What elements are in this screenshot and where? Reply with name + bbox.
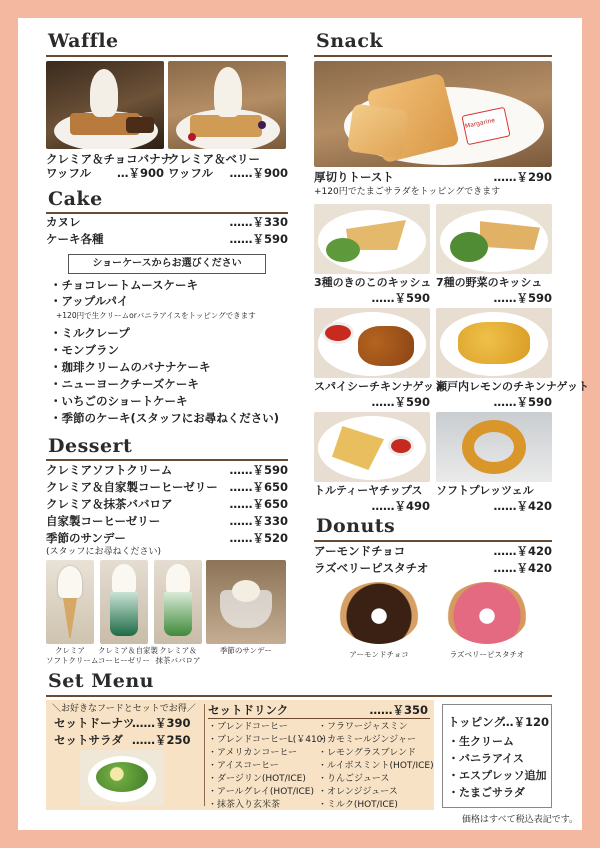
donut-item-1-price: ……￥420 <box>493 544 552 558</box>
donuts-heading: Donuts <box>316 515 396 537</box>
apple-pie-note: +120円で生クリームorバニラアイスをトッピングできます <box>56 311 256 320</box>
toast-name: 厚切りトースト <box>314 170 394 184</box>
dessert-item-1-name: クレミアソフトクリーム <box>46 463 173 477</box>
matcha-bavarois-photo <box>154 560 202 644</box>
topping-price: …￥120 <box>502 715 550 729</box>
waffle-item-2-name-2: ワッフル <box>168 166 213 180</box>
cake-list-4: ・モンブラン <box>50 343 119 357</box>
topping-title: トッピング <box>448 715 505 729</box>
snack-item-3-name: スパイシーチキンナゲット <box>314 380 446 393</box>
tortilla-chips-photo <box>314 412 430 482</box>
cake-list-5: ・珈琲クリームのバナナケーキ <box>50 360 211 374</box>
set-salad-price: ……￥250 <box>132 733 191 747</box>
raspberry-pistachio-donut-photo <box>442 580 532 648</box>
donuts-rule <box>314 540 552 542</box>
waffle-choco-banana-photo <box>46 61 164 149</box>
snack-item-2-price: ……￥590 <box>493 291 552 305</box>
cake-list-1: ・チョコレートムースケーキ <box>50 278 199 292</box>
dessert-item-2-price: ……￥650 <box>229 480 288 494</box>
caption-soft-1: クレミア <box>55 646 85 655</box>
snack-item-4-price: ……￥590 <box>493 395 552 409</box>
soft-cream-photo <box>46 560 94 644</box>
dessert-item-5-price: ……￥520 <box>229 531 288 545</box>
seasonal-sundae-photo <box>206 560 286 644</box>
cake-item-assorted-name: ケーキ各種 <box>46 232 104 246</box>
cake-list-8: ・季節のケーキ(スタッフにお尋ねください) <box>50 411 280 425</box>
drink-right-3: ・レモングラスブレンド <box>318 748 416 758</box>
cake-item-canele-name: カヌレ <box>46 215 81 229</box>
donut-item-2-name: ラズベリーピスタチオ <box>314 561 429 575</box>
snack-item-1-price: ……￥590 <box>371 291 430 305</box>
dessert-item-3-name: クレミア＆抹茶ババロア <box>46 497 173 511</box>
cake-list-6: ・ニューヨークチーズケーキ <box>50 377 199 391</box>
snack-item-6-price: ……￥420 <box>493 499 552 513</box>
snack-item-1-name: 3種のきのこのキッシュ <box>314 276 432 289</box>
drink-left-6: ・アールグレイ(HOT/ICE) <box>208 787 314 797</box>
waffle-berry-photo <box>168 61 286 149</box>
waffle-item-2-name: クレミア＆ベリー <box>168 152 260 166</box>
set-intro: ＼お好きなフードとセットでお得／ <box>52 704 196 714</box>
tax-note: 価格はすべて税込表記です。 <box>461 815 578 825</box>
drink-rule <box>208 718 430 719</box>
caption-sundae: 季節のサンデー <box>219 646 273 655</box>
snack-item-4-name: 瀬戸内レモンのチキンナゲット <box>436 380 590 393</box>
cake-item-assorted-price: ……￥590 <box>229 232 288 246</box>
coffee-jelly-photo <box>100 560 148 644</box>
margarine-label: Margarine <box>464 116 496 131</box>
toast-photo <box>314 61 552 167</box>
drink-right-5: ・りんごジュース <box>318 774 390 784</box>
donut-item-1-name: アーモンドチョコ <box>314 544 406 558</box>
cake-heading: Cake <box>48 188 103 210</box>
snack-heading: Snack <box>316 30 384 52</box>
waffle-rule <box>46 55 288 57</box>
drink-left-7: ・抹茶入り玄米茶 <box>208 800 281 810</box>
vegetable-quiche-photo <box>436 204 552 274</box>
snack-rule <box>314 55 552 57</box>
drink-right-1: ・フラワージャスミン <box>318 722 408 732</box>
donut-item-2-price: ……￥420 <box>493 561 552 575</box>
cake-rule <box>46 212 288 214</box>
menu-sheet <box>18 18 590 830</box>
drink-title: セットドリンク <box>208 703 289 717</box>
donut-caption-2: ラズベリーピスタチオ <box>449 650 525 659</box>
waffle-item-1-name-2: ワッフル <box>46 166 91 180</box>
spicy-nugget-photo <box>314 308 430 378</box>
donut-caption-1: アーモンドチョコ <box>349 650 409 659</box>
snack-item-6-name: ソフトプレッツェル <box>436 484 534 497</box>
waffle-heading: Waffle <box>48 30 119 52</box>
topping-1: ・生クリーム <box>448 735 514 748</box>
cake-item-canele-price: ……￥330 <box>229 215 288 229</box>
waffle-item-1-name: クレミア＆チョコバナナ <box>46 152 173 166</box>
topping-2: ・バニラアイス <box>448 752 524 765</box>
cake-list-2: ・アップルパイ <box>50 294 129 308</box>
dessert-rule <box>46 459 288 461</box>
mushroom-quiche-photo <box>314 204 430 274</box>
set-salad-name: セットサラダ <box>54 733 123 747</box>
dessert-item-5-name: 季節のサンデー <box>46 531 126 545</box>
toast-note: +120円でたまごサラダをトッピングできます <box>314 187 501 197</box>
setmenu-rule <box>46 695 552 697</box>
drink-left-5: ・ダージリン(HOT/ICE) <box>208 774 306 784</box>
cake-list-7: ・いちごのショートケーキ <box>50 394 188 408</box>
drink-right-7: ・ミルク(HOT/ICE) <box>318 800 398 810</box>
drink-right-2: ・カモミールジンジャー <box>318 735 416 745</box>
topping-4: ・たまごサラダ <box>448 786 525 799</box>
caption-jelly-1: クレミア＆自家製 <box>98 646 158 655</box>
drink-right-4: ・ルイボスミント(HOT/ICE) <box>318 761 434 771</box>
waffle-item-2-price: ……￥900 <box>229 166 288 180</box>
dessert-item-3-price: ……￥650 <box>229 497 288 511</box>
caption-soft-2: ソフトクリーム <box>46 656 99 665</box>
dessert-heading: Dessert <box>48 435 133 457</box>
drink-left-4: ・アイスコーヒー <box>208 761 279 771</box>
caption-matcha-1: クレミア＆ <box>159 646 197 655</box>
drink-right-6: ・オレンジジュース <box>318 787 398 797</box>
snack-item-2-name: 7種の野菜のキッシュ <box>436 276 543 289</box>
caption-jelly-2: コーヒーゼリー <box>98 656 151 665</box>
set-donut-name: セットドーナツ <box>54 716 135 730</box>
drink-left-2: ・ブレンドコーヒーL(￥410) <box>208 735 326 745</box>
almond-choco-donut-photo <box>334 580 424 648</box>
snack-item-3-price: ……￥590 <box>371 395 430 409</box>
dessert-item-2-name: クレミア＆自家製コーヒーゼリー <box>46 480 218 494</box>
snack-item-5-name: トルティーヤチップス <box>314 484 423 497</box>
drink-left-1: ・ブレンドコーヒー <box>208 722 288 732</box>
soft-pretzel-photo <box>436 412 552 482</box>
snack-item-5-price: ……￥490 <box>371 499 430 513</box>
set-donut-price: ……￥390 <box>132 716 191 730</box>
salad-photo <box>80 750 164 806</box>
dessert-item-4-price: ……￥330 <box>229 514 288 528</box>
drink-left-3: ・アメリカンコーヒー <box>208 748 298 758</box>
showcase-label: ショーケースからお選びください <box>68 254 266 274</box>
set-divider <box>204 704 205 806</box>
lemon-nugget-photo <box>436 308 552 378</box>
setmenu-heading: Set Menu <box>48 670 154 692</box>
dessert-item-4-name: 自家製コーヒーゼリー <box>46 514 161 528</box>
topping-3: ・エスプレッソ追加 <box>448 769 547 782</box>
cake-list-3: ・ミルクレープ <box>50 326 130 340</box>
drink-price: ……￥350 <box>369 703 428 717</box>
caption-matcha-2: 抹茶ババロア <box>155 656 201 665</box>
sundae-note: (スタッフにお尋ねください) <box>46 547 162 557</box>
toast-price: ……￥290 <box>493 170 552 184</box>
waffle-item-1-price: …￥900 <box>116 166 164 180</box>
dessert-item-1-price: ……￥590 <box>229 463 288 477</box>
